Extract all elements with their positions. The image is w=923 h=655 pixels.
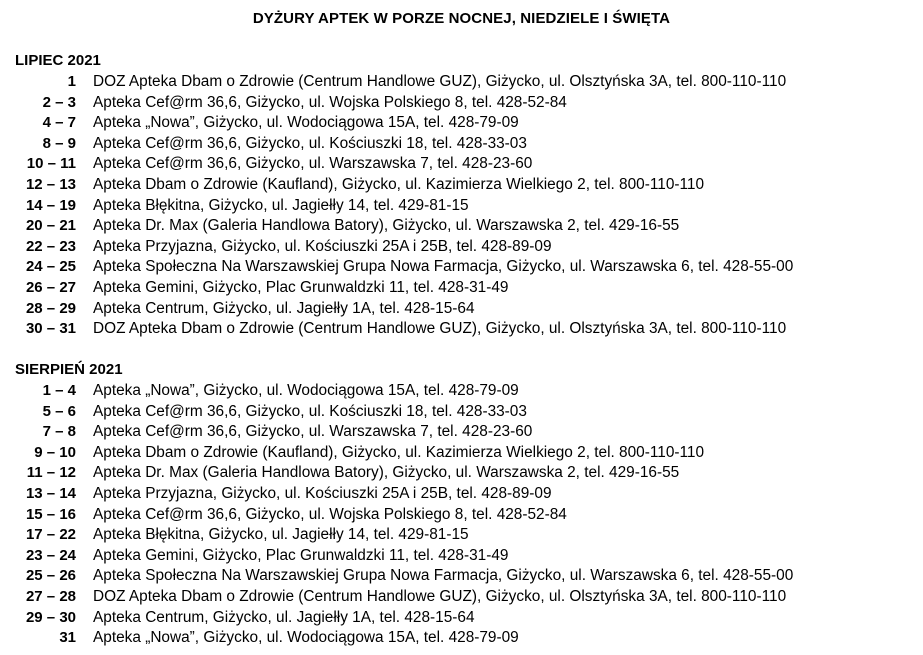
duty-days: 11 – 12 [26,464,76,482]
duty-days: 9 – 10 [34,443,76,461]
duty-pharmacy: Apteka Błękitna, Giżycko, ul. Jagiełły 14, tel. 429-81-15 [93,196,469,214]
duty-days: 26 – 27 [25,278,76,296]
duty-pharmacy: Apteka Centrum, Giżycko, ul. Jagiełły 1A, tel. 428-15-64 [93,608,475,626]
duty-days: 17 – 22 [25,526,76,544]
duty-row [0,587,923,608]
duty-pharmacy: Apteka Społeczna Na Warszawskiej Grupa Nowa Farmacja, Giżycko, ul. Warszawska 6, tel. 428-55-00 [93,258,794,276]
duty-row [0,381,923,402]
duty-row [0,134,923,155]
month-heading: LIPIEC 2021 [15,52,101,69]
duty-pharmacy: DOZ Apteka Dbam o Zdrowie (Centrum Handlowe GUZ), Giżycko, ul. Olsztyńska 3A, tel. 800-110-110 [93,587,787,605]
duty-pharmacy: Apteka Cef@rm 36,6, Giżycko, ul. Kościuszki 18, tel. 428-33-03 [93,134,527,152]
duty-pharmacy: Apteka Dr. Max (Galeria Handlowa Batory), Giżycko, ul. Warszawska 2, tel. 429-16-55 [93,464,680,482]
duty-row [0,257,923,278]
duty-row [0,93,923,114]
duty-days: 24 – 25 [25,258,76,276]
duty-row [0,216,923,237]
duty-days: 30 – 31 [25,320,76,338]
month-section-july [0,51,923,340]
duty-days: 20 – 21 [25,217,76,235]
duty-row [0,319,923,340]
duty-row [0,546,923,567]
duty-pharmacy: Apteka Gemini, Giżycko, Plac Grunwaldzki 11, tel. 428-31-49 [93,546,509,564]
duty-pharmacy: Apteka Cef@rm 36,6, Giżycko, ul. Wojska Polskiego 8, tel. 428-52-84 [93,93,567,111]
duty-days: 7 – 8 [42,423,76,441]
duty-pharmacy: Apteka „Nowa”, Giżycko, ul. Wodociągowa 15A, tel. 428-79-09 [93,114,519,132]
duty-days: 12 – 13 [25,175,76,193]
duty-days: 8 – 9 [42,134,76,152]
duty-row [0,422,923,443]
duty-pharmacy: Apteka Gemini, Giżycko, Plac Grunwaldzki 11, tel. 428-31-49 [93,278,509,296]
duty-row [0,196,923,217]
duty-days: 15 – 16 [25,505,76,523]
duty-row [0,299,923,320]
duty-pharmacy: Apteka Cef@rm 36,6, Giżycko, ul. Wojska Polskiego 8, tel. 428-52-84 [93,505,567,523]
duty-row [0,525,923,546]
duty-row [0,72,923,93]
duty-days: 29 – 30 [25,608,76,626]
month-section-august [0,360,923,649]
duty-pharmacy: Apteka Przyjazna, Giżycko, ul. Kościuszki 25A i 25B, tel. 428-89-09 [93,484,552,502]
duty-days: 1 – 4 [42,382,76,399]
duty-pharmacy: Apteka Cef@rm 36,6, Giżycko, ul. Kościuszki 18, tel. 428-33-03 [93,402,527,420]
duty-row [0,566,923,587]
duty-days: 1 [67,73,76,90]
duty-days: 31 [59,629,76,647]
duty-pharmacy: Apteka Dbam o Zdrowie (Kaufland), Giżycko, ul. Kazimierza Wielkiego 2, tel. 800-110-110 [93,443,705,461]
duty-row [0,628,923,649]
duty-days: 28 – 29 [25,299,76,317]
duty-row [0,443,923,464]
duty-pharmacy: Apteka Dr. Max (Galeria Handlowa Batory), Giżycko, ul. Warszawska 2, tel. 429-16-55 [93,217,680,235]
duty-days: 23 – 24 [25,546,76,564]
duty-days: 13 – 14 [25,484,76,502]
duty-row [0,113,923,134]
duty-pharmacy: Apteka „Nowa”, Giżycko, ul. Wodociągowa 15A, tel. 428-79-09 [93,629,519,647]
duty-pharmacy: Apteka Przyjazna, Giżycko, ul. Kościuszki 25A i 25B, tel. 428-89-09 [93,237,552,255]
duty-days: 5 – 6 [42,402,76,420]
document-title: DYŻURY APTEK W PORZE NOCNEJ, NIEDZIELE I ŚWIĘTA [252,10,671,27]
duty-row [0,484,923,505]
month-heading: SIERPIEŃ 2021 [15,361,123,378]
duty-row [0,505,923,526]
duty-pharmacy: Apteka Centrum, Giżycko, ul. Jagiełły 1A, tel. 428-15-64 [93,299,475,317]
duty-row [0,278,923,299]
duty-row [0,175,923,196]
duty-row [0,154,923,175]
duty-row [0,402,923,423]
duty-row [0,463,923,484]
duty-pharmacy: Apteka Cef@rm 36,6, Giżycko, ul. Warszawska 7, tel. 428-23-60 [93,155,533,173]
duty-row [0,237,923,258]
duty-days: 10 – 11 [26,155,76,173]
duty-days: 22 – 23 [25,237,76,255]
duty-days: 25 – 26 [25,567,76,585]
duty-pharmacy: Apteka Błękitna, Giżycko, ul. Jagiełły 14, tel. 429-81-15 [93,526,469,544]
duty-days: 14 – 19 [25,196,76,214]
duty-days: 27 – 28 [25,587,76,605]
duty-pharmacy: DOZ Apteka Dbam o Zdrowie (Centrum Handlowe GUZ), Giżycko, ul. Olsztyńska 3A, tel. 800-110-110 [93,73,787,90]
duty-pharmacy: Apteka Dbam o Zdrowie (Kaufland), Giżycko, ul. Kazimierza Wielkiego 2, tel. 800-110-110 [93,175,705,193]
duty-pharmacy: Apteka Cef@rm 36,6, Giżycko, ul. Warszawska 7, tel. 428-23-60 [93,423,533,441]
duty-row [0,608,923,629]
duty-pharmacy: Apteka Społeczna Na Warszawskiej Grupa Nowa Farmacja, Giżycko, ul. Warszawska 6, tel. 428-55-00 [93,567,794,585]
duty-days: 2 – 3 [42,93,76,111]
duty-pharmacy: Apteka „Nowa”, Giżycko, ul. Wodociągowa 15A, tel. 428-79-09 [93,382,519,399]
duty-pharmacy: DOZ Apteka Dbam o Zdrowie (Centrum Handlowe GUZ), Giżycko, ul. Olsztyńska 3A, tel. 800-110-110 [93,320,787,338]
duty-days: 4 – 7 [42,114,76,132]
